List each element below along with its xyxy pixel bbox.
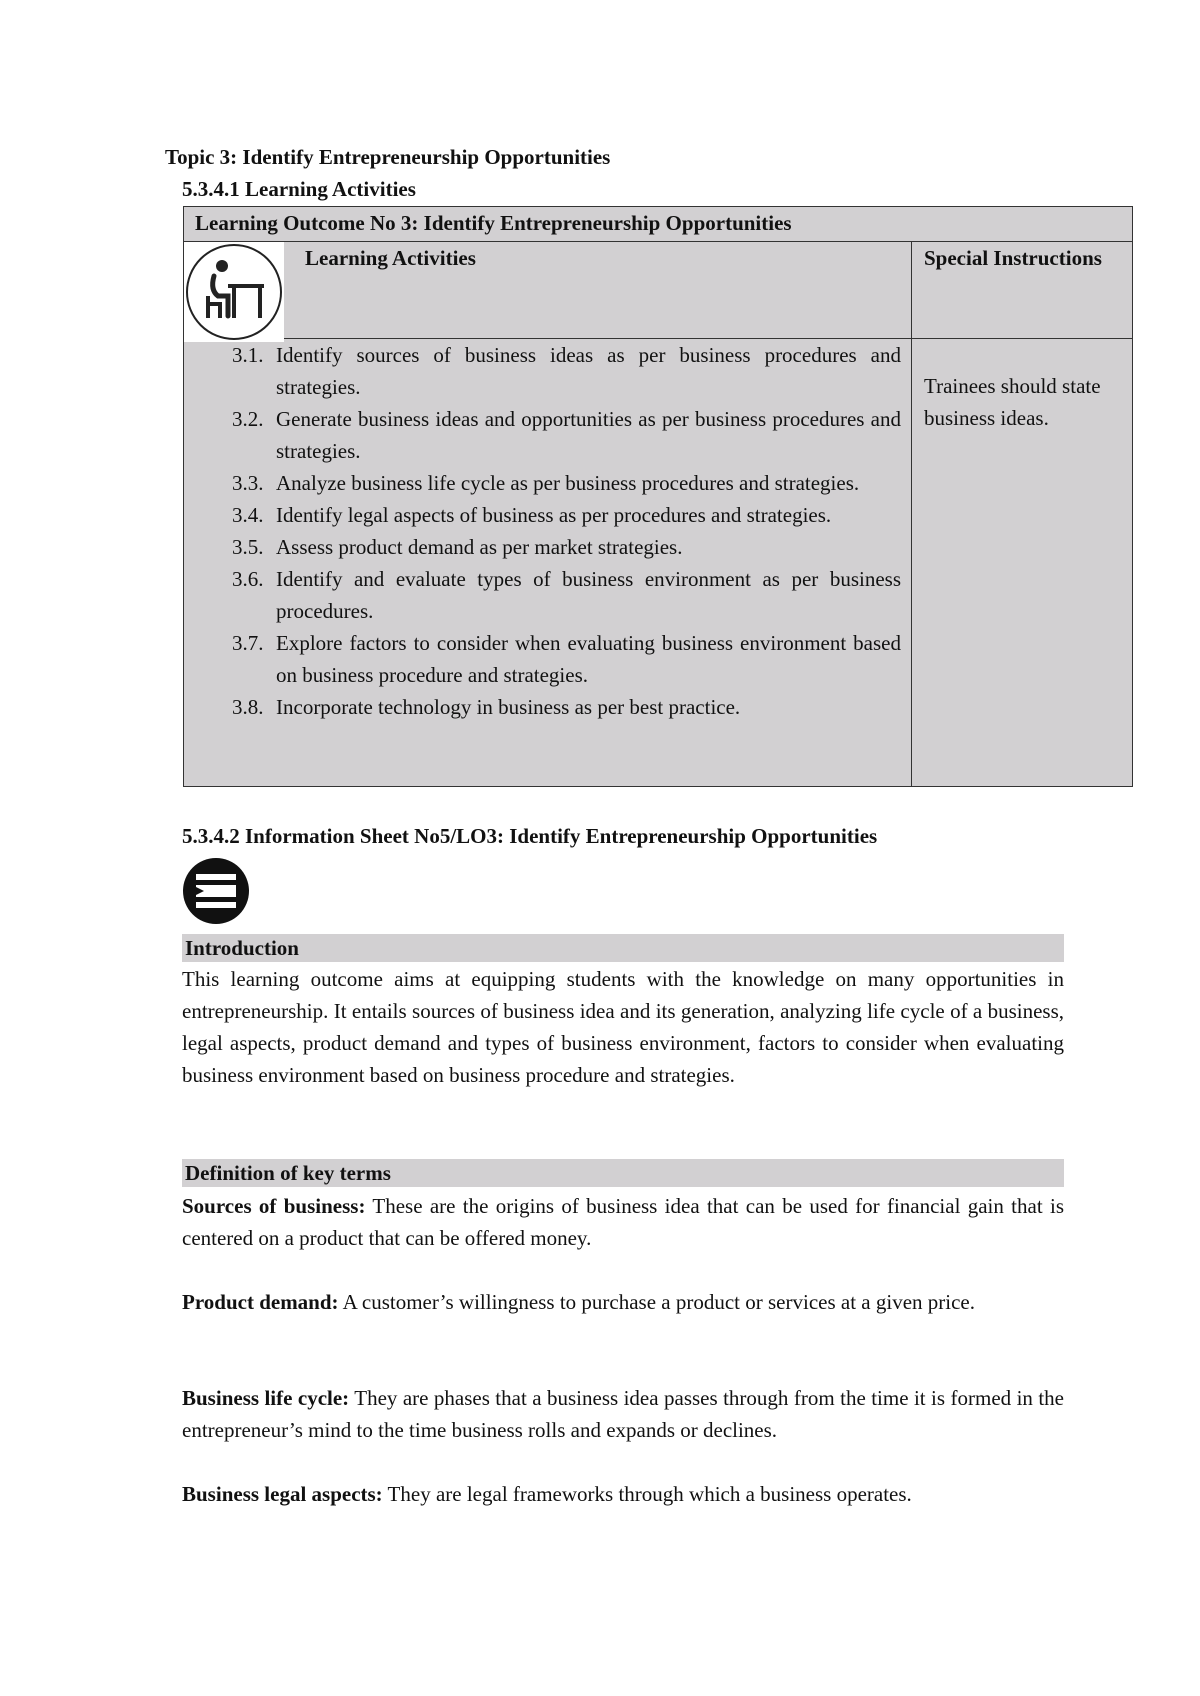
definition-product-demand bbox=[182, 1286, 1064, 1318]
learning-activities-heading: 5.3.4.1 Learning Activities bbox=[182, 177, 416, 201]
item-text: Explore factors to consider when evaluating business environment based on business procedure and strategies. bbox=[276, 631, 901, 687]
item-text: Identify sources of business ideas as per business procedures and strategies. bbox=[276, 343, 901, 399]
definitions-heading: Definition of key terms bbox=[182, 1159, 1064, 1187]
item-text: Generate business ideas and opportunities as per business procedures and strategies. bbox=[276, 407, 901, 463]
item-number: 3.2. bbox=[232, 407, 264, 431]
list-item bbox=[184, 563, 911, 627]
special-instruction-text: Trainees should state business ideas. bbox=[912, 339, 1133, 787]
info-sheet-heading: 5.3.4.2 Information Sheet No5/LO3: Identify Entrepreneurship Opportunities bbox=[182, 824, 878, 848]
list-item bbox=[184, 627, 911, 691]
item-number: 3.4. bbox=[232, 503, 264, 527]
col-learning-activities: Learning Activities bbox=[305, 246, 476, 270]
list-item bbox=[184, 691, 911, 723]
activities-list bbox=[184, 339, 911, 723]
item-text: Incorporate technology in business as per best practice. bbox=[276, 695, 741, 719]
item-number: 3.3. bbox=[232, 471, 264, 495]
outcome-title: Learning Outcome No 3: Identify Entrepreneurship Opportunities bbox=[184, 207, 1133, 242]
definition-business-legal-aspects bbox=[182, 1478, 1064, 1510]
list-item bbox=[184, 531, 911, 563]
col-special-instructions: Special Instructions bbox=[912, 242, 1133, 339]
list-item bbox=[184, 499, 911, 531]
definition-text: They are legal frameworks through which a business operates. bbox=[382, 1482, 912, 1506]
definition-text: A customer’s willingness to purchase a product or services at a given price. bbox=[338, 1290, 975, 1314]
topic-title: Topic 3: Identify Entrepreneurship Opportunities bbox=[165, 145, 611, 169]
item-text: Identify and evaluate types of business environment as per business procedures. bbox=[276, 567, 901, 623]
item-text: Identify legal aspects of business as per procedures and strategies. bbox=[276, 503, 832, 527]
learner-at-desk-icon bbox=[184, 242, 284, 342]
definition-term: Sources of business: bbox=[182, 1194, 366, 1218]
item-number: 3.8. bbox=[232, 695, 264, 719]
definition-sources-of-business bbox=[182, 1190, 1064, 1254]
list-item bbox=[184, 467, 911, 499]
learning-outcome-table bbox=[183, 206, 1133, 787]
information-sheet-icon bbox=[182, 857, 250, 925]
item-number: 3.5. bbox=[232, 535, 264, 559]
item-text: Analyze business life cycle as per business procedures and strategies. bbox=[276, 471, 860, 495]
definition-term: Business life cycle: bbox=[182, 1386, 350, 1410]
definition-text: These are the origins of business idea that can be used for financial gain that is centered on a product that can be offered money. bbox=[182, 1194, 1064, 1250]
activities-cell bbox=[184, 339, 912, 787]
definition-term: Product demand: bbox=[182, 1290, 339, 1314]
list-item bbox=[184, 403, 911, 467]
item-number: 3.6. bbox=[232, 567, 264, 591]
introduction-text: This learning outcome aims at equipping students with the knowledge on many opportunities in entrepreneurship. It entails sources of business idea and its generation, analyzing life cycle of a business, legal aspects, product demand and types of business environment, factors to consider when evaluating business environment based on business procedure and strategies. bbox=[182, 967, 1064, 1087]
definition-business-life-cycle bbox=[182, 1382, 1064, 1446]
activities-header-cell bbox=[184, 242, 912, 339]
item-text: Assess product demand as per market strategies. bbox=[276, 535, 683, 559]
list-item bbox=[184, 339, 911, 403]
definition-term: Business legal aspects: bbox=[182, 1482, 383, 1506]
item-number: 3.1. bbox=[232, 343, 264, 367]
item-number: 3.7. bbox=[232, 631, 264, 655]
definition-text: They are phases that a business idea passes through from the time it is formed in the entrepreneur’s mind to the time business rolls and expands or declines. bbox=[182, 1386, 1064, 1442]
introduction-heading: Introduction bbox=[182, 934, 1064, 962]
